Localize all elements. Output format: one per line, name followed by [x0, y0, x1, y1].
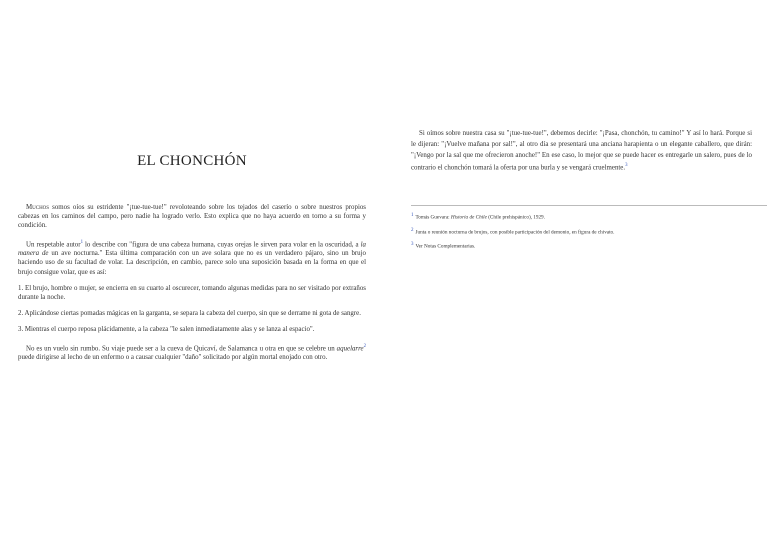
footnote-ref-2[interactable]: 2 — [363, 343, 366, 349]
paragraph-1-lead: Muchos — [26, 204, 50, 211]
right-paragraph — [411, 129, 752, 174]
footnote-1-text-a: Tomás Guevara: — [415, 214, 451, 221]
footnote-number-1[interactable]: 1 — [411, 213, 414, 218]
paragraph-2-italic: la manera de — [18, 240, 366, 258]
chapter-title: EL CHONCHÓN — [137, 153, 247, 169]
right-page — [384, 0, 768, 543]
footnote-3 — [411, 241, 767, 251]
footnote-3-text: Ver Notas Complementarias. — [415, 244, 476, 251]
right-paragraph-text: Si oímos sobre nuestra casa su "¡tue-tue-tue!", debemos decirle: "¡Pasa, chonchón, tu camino!" Y así lo hará. Porque si le dijeran: "¡Vuelve mañana por sal!", al otro día se presentará una anciana harapienta o un elegante caballero, que dirán: "¡Vengo por la sal que me ofrecieron anoche!" En ese caso, lo mejor que se puede hacer es entregarle un salero, pues de lo contrario el chonchón tomará la oferta por una burla y se vengará cruelmente. — [411, 130, 752, 172]
list-item-2: 2. Aplicándose ciertas pomadas mágicas en la garganta, se separa la cabeza del cuerpo, sin que se derrame ni gota de sangre. — [18, 310, 361, 318]
right-body-text — [411, 129, 752, 174]
paragraph-2-text-c: un ave nocturna." Esta última comparación con un ave solara que no es un verdadero pájaro, sino un brujo haciendo uso de su facultad de volar. La descripción, en cambio, parece solo una suposición basada en la forma en que el brujo consigue volar, que es así: — [18, 250, 366, 276]
paragraph-3 — [18, 342, 366, 363]
footnote-2 — [411, 227, 767, 237]
footnote-1 — [411, 212, 767, 222]
footnote-1-text-b: (Chile prehispánico), 1929. — [486, 214, 545, 221]
paragraph-3-text-b: puede dirigirse al lecho de un enfermo o a causar cualquier "daño" solicitado por algún mortal enojado con otro. — [18, 354, 328, 362]
left-body-text — [18, 203, 366, 369]
paragraph-1 — [18, 203, 366, 231]
paragraph-2-text-a: Un respetable autor — [26, 240, 81, 248]
footnote-1-italic: Historia de Chile — [450, 214, 487, 221]
list-item-3: 3. Mientras el cuerpo reposa plácidamente, a la cabeza "le salen inmediatamente alas y se lanza al espacio". — [18, 326, 315, 334]
paragraph-2-text-b: lo describe con "figura de una cabeza humana, cuyas orejas le sirven para volar en la oscuridad, a — [82, 240, 361, 248]
list-item-1: 1. El brujo, hombre o mujer, se encierra en su cuarto al oscurecer, tomando algunas medidas para no ser visitado por extraños durante la noche. — [18, 284, 366, 301]
footnotes — [411, 212, 767, 256]
paragraph-3-text-a: No es un vuelo sin rumbo. Su viaje puede ser a la cueva de Quicaví, de Salamanca u otra en que se celebre un — [26, 344, 337, 352]
footnote-number-3[interactable]: 3 — [411, 242, 414, 248]
footnote-number-2[interactable]: 2 — [411, 227, 414, 233]
footnote-divider — [411, 205, 767, 206]
footnote-2-text: Junta o reunión nocturna de brujos, con posible participación del demonio, en figura de chivato. — [415, 229, 615, 236]
paragraph-2 — [18, 238, 366, 277]
footnote-ref-1[interactable]: 1 — [80, 239, 83, 245]
paragraph-3-italic: aquelarre — [336, 344, 364, 352]
paragraph-1-text: somos oíos su estridente "¡tue-tue-tue!" revoloteando sobre los tejados del caserío o sobre nuestros propios cabezas en los caminos del campo, pero nadie ha logrado verlo. Esto explica que no haya acuerdo en torno a su forma y condición. — [18, 204, 366, 230]
footnote-ref-3[interactable]: 3 — [625, 163, 628, 169]
